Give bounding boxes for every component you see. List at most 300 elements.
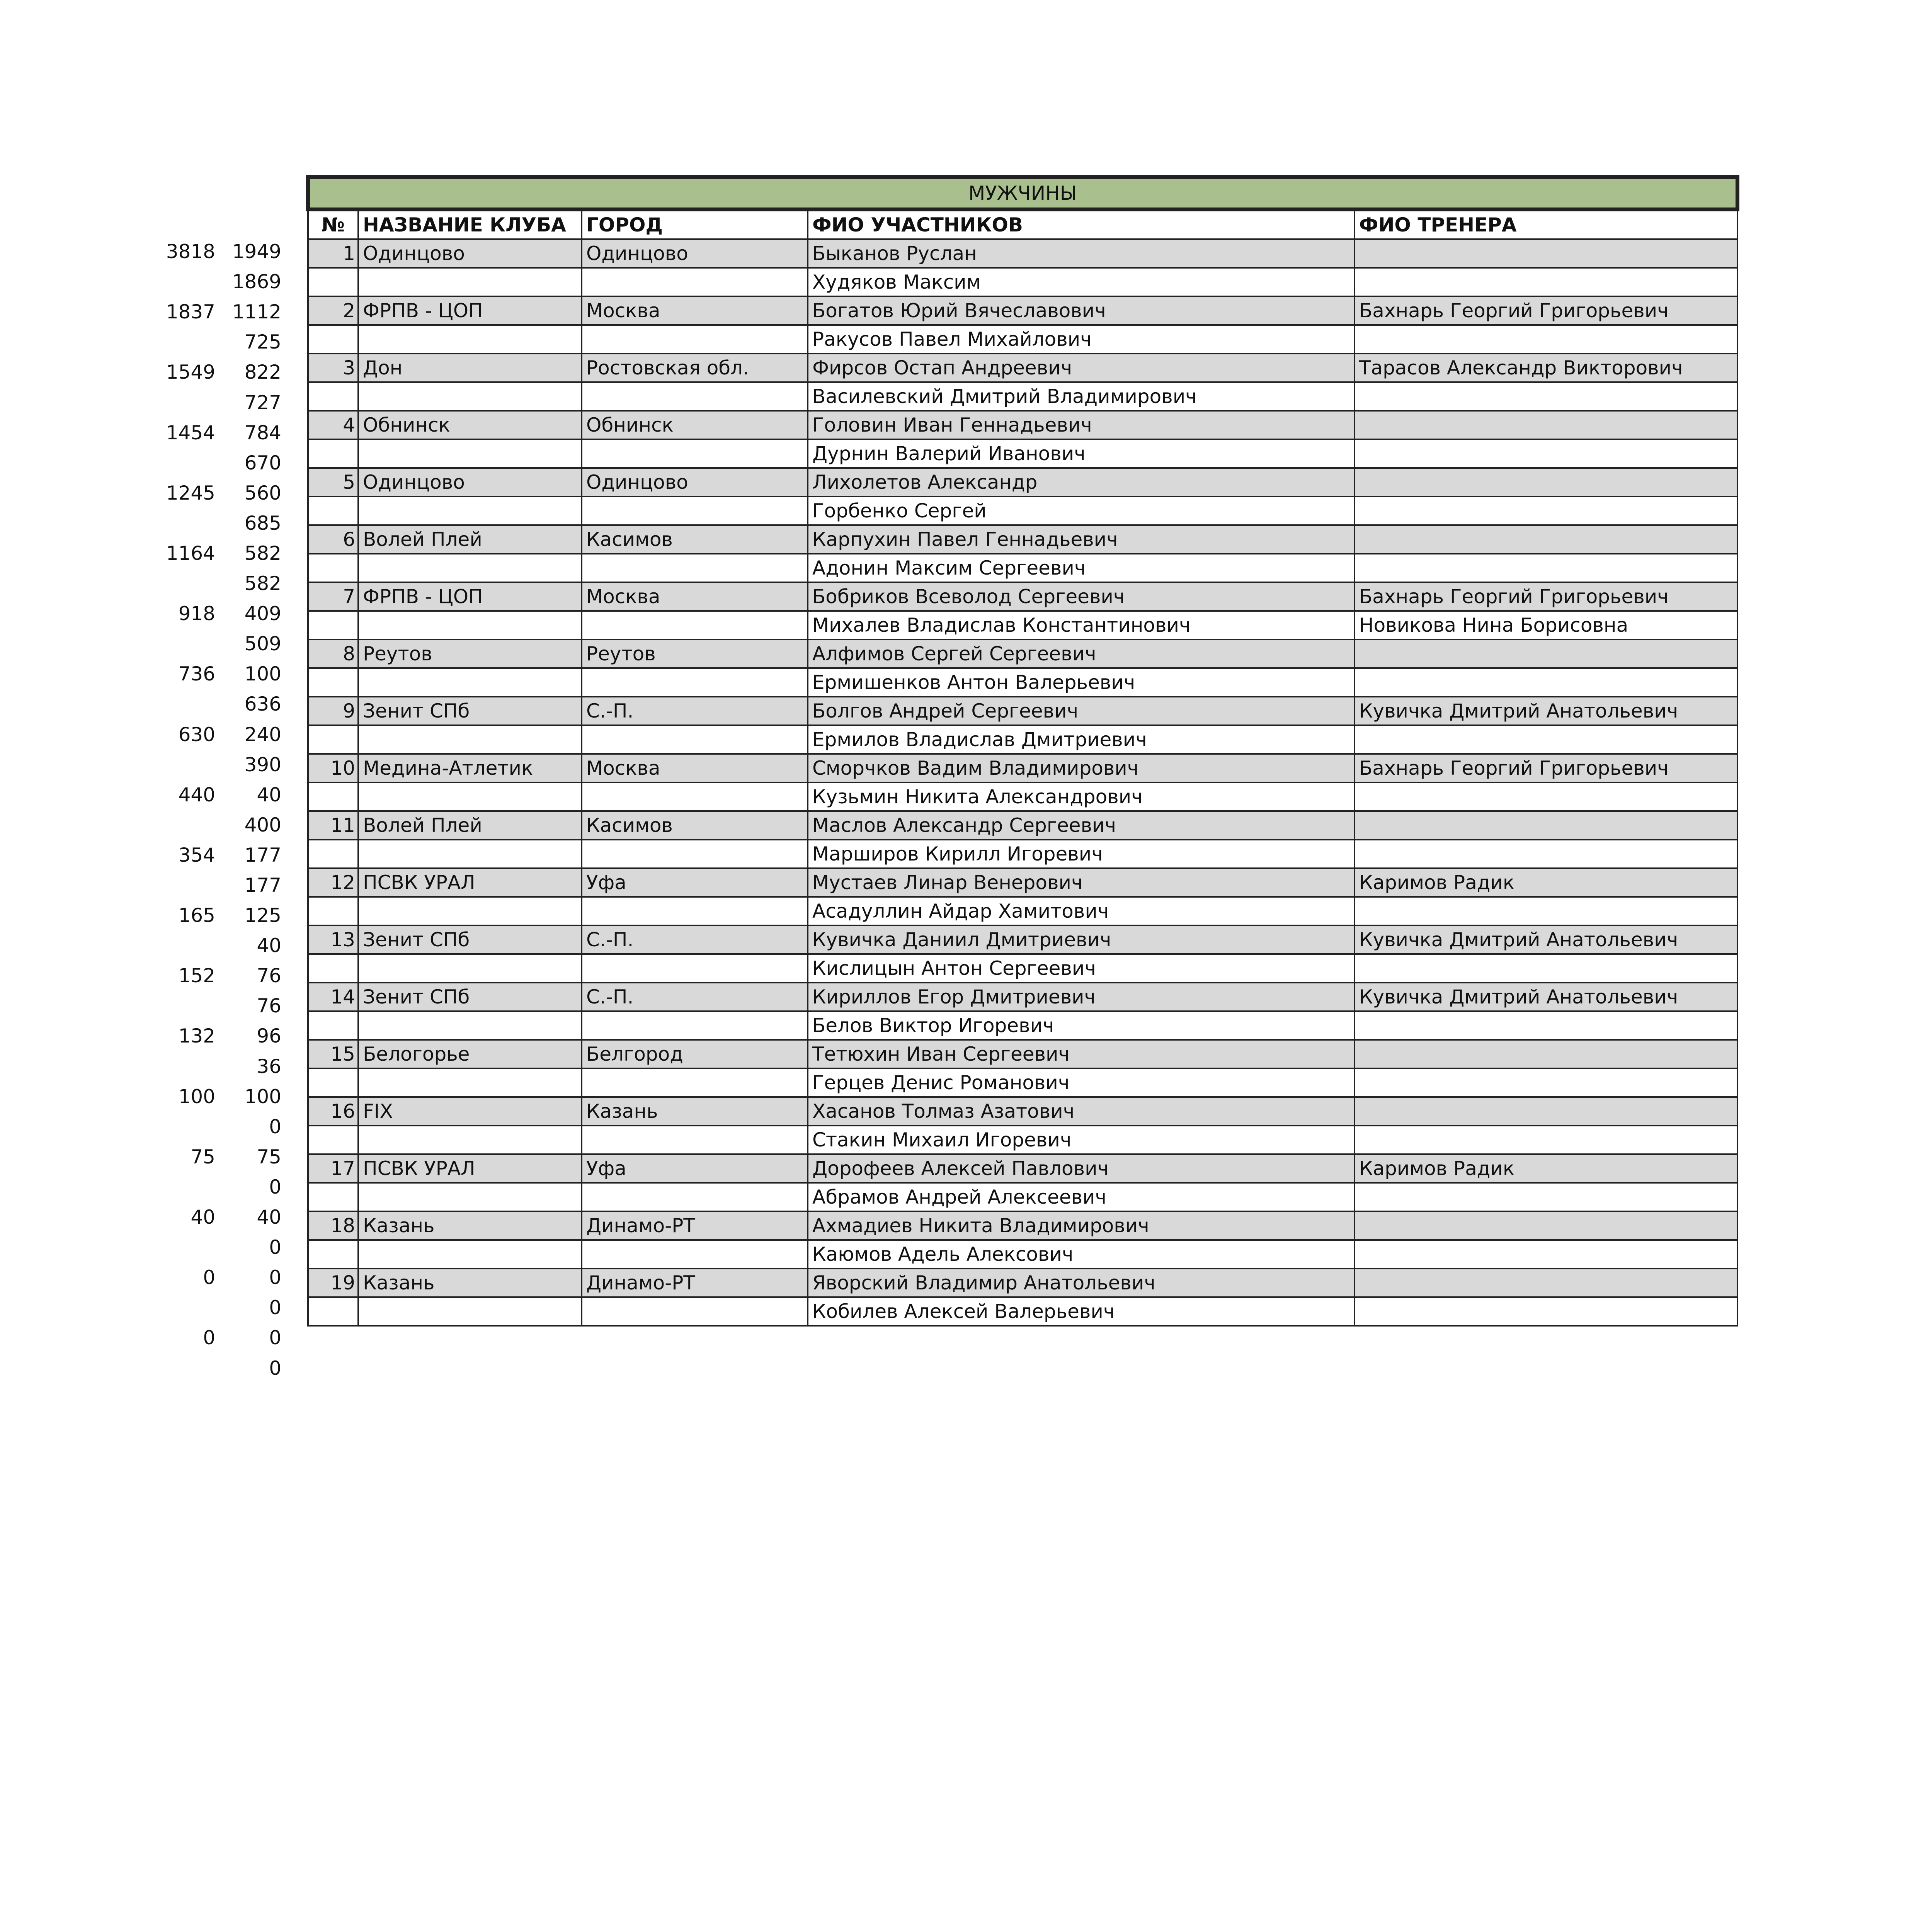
table-row (308, 868, 1737, 897)
cell-club (358, 497, 582, 525)
player-points: 390 (244, 753, 281, 776)
totals-row (147, 1021, 286, 1051)
cell-coach (1354, 725, 1737, 754)
cell-coach (1354, 668, 1737, 697)
totals-row (147, 810, 286, 840)
cell-participant: Яворский Владимир Анатольевич (808, 1269, 1354, 1297)
cell-city: Уфа (582, 1154, 808, 1183)
header-city: ГОРОД (582, 209, 808, 239)
cell-city (582, 1183, 808, 1211)
table-row (308, 1011, 1737, 1040)
totals-row (147, 961, 286, 991)
player-points: 784 (244, 421, 281, 444)
cell-num: 19 (308, 1269, 358, 1297)
team-total: 75 (191, 1145, 215, 1168)
totals-row (147, 991, 286, 1021)
cell-club: Казань (358, 1211, 582, 1240)
cell-city (582, 725, 808, 754)
player-points: 822 (244, 361, 281, 384)
cell-participant: Абрамов Андрей Алексеевич (808, 1183, 1354, 1211)
cell-city (582, 1068, 808, 1097)
cell-num (308, 1183, 358, 1211)
cell-city (582, 439, 808, 468)
cell-city (582, 497, 808, 525)
cell-num (308, 1297, 358, 1326)
table-row (308, 611, 1737, 639)
team-total: 918 (178, 602, 215, 625)
team-total: 1164 (166, 542, 215, 565)
table-row (308, 1040, 1737, 1068)
team-total: 1549 (166, 361, 215, 384)
cell-num (308, 1240, 358, 1269)
player-points: 36 (257, 1055, 281, 1078)
cell-city (582, 1240, 808, 1269)
cell-participant: Богатов Юрий Вячеславович (808, 296, 1354, 325)
totals-row (147, 508, 286, 538)
totals-row (147, 599, 286, 629)
cell-coach (1354, 439, 1737, 468)
team-total: 100 (178, 1085, 215, 1108)
cell-city (582, 1126, 808, 1154)
cell-city: С.-П. (582, 925, 808, 954)
cell-club: ПСВК УРАЛ (358, 1154, 582, 1183)
cell-city: Динамо-РТ (582, 1269, 808, 1297)
cell-club: Волей Плей (358, 811, 582, 840)
team-total: 1454 (166, 421, 215, 444)
table-row (308, 382, 1737, 411)
cell-num (308, 782, 358, 811)
table-row (308, 983, 1737, 1011)
player-points: 100 (244, 1085, 281, 1108)
totals-row (147, 719, 286, 750)
totals-row (147, 1082, 286, 1112)
cell-coach (1354, 268, 1737, 296)
cell-num (308, 840, 358, 868)
table-row (308, 525, 1737, 554)
table-row (308, 239, 1737, 268)
cell-participant: Дурнин Валерий Иванович (808, 439, 1354, 468)
table-row (308, 725, 1737, 754)
totals-row (147, 357, 286, 387)
cell-city: Обнинск (582, 411, 808, 439)
cell-num (308, 554, 358, 582)
table-row (308, 840, 1737, 868)
cell-coach (1354, 782, 1737, 811)
totals-row (147, 659, 286, 689)
totals-row (147, 1232, 286, 1262)
cell-city (582, 1297, 808, 1326)
table-row (308, 582, 1737, 611)
cell-coach (1354, 411, 1737, 439)
cell-club: Обнинск (358, 411, 582, 439)
cell-coach (1354, 639, 1737, 668)
cell-num (308, 1011, 358, 1040)
cell-city: Касимов (582, 525, 808, 554)
cell-club: Казань (358, 1269, 582, 1297)
totals-row (147, 1262, 286, 1293)
cell-num: 15 (308, 1040, 358, 1068)
cell-club (358, 554, 582, 582)
cell-club: Зенит СПб (358, 925, 582, 954)
cell-city (582, 954, 808, 983)
totals-row (147, 1323, 286, 1353)
cell-club: Зенит СПб (358, 983, 582, 1011)
cell-num (308, 954, 358, 983)
cell-num: 2 (308, 296, 358, 325)
table-row (308, 411, 1737, 439)
cell-coach: Кувичка Дмитрий Анатольевич (1354, 925, 1737, 954)
player-points: 1949 (232, 240, 281, 263)
cell-coach: Тарасов Александр Викторович (1354, 354, 1737, 382)
cell-coach (1354, 840, 1737, 868)
cell-num: 1 (308, 239, 358, 268)
cell-city: Казань (582, 1097, 808, 1126)
header-num: № (308, 209, 358, 239)
player-points: 670 (244, 451, 281, 474)
cell-coach: Бахнарь Георгий Григорьевич (1354, 754, 1737, 782)
cell-num (308, 439, 358, 468)
cell-club: Реутов (358, 639, 582, 668)
cell-num (308, 611, 358, 639)
cell-coach (1354, 382, 1737, 411)
player-points: 40 (257, 783, 281, 806)
table-row (308, 1154, 1737, 1183)
cell-num (308, 897, 358, 925)
table-row (308, 1068, 1737, 1097)
cell-city: Динамо-РТ (582, 1211, 808, 1240)
player-points: 400 (244, 813, 281, 836)
cell-participant: Болгов Андрей Сергеевич (808, 697, 1354, 725)
cell-num: 17 (308, 1154, 358, 1183)
cell-num (308, 382, 358, 411)
cell-club (358, 725, 582, 754)
cell-club (358, 1011, 582, 1040)
totals-row (147, 1112, 286, 1142)
cell-num: 9 (308, 697, 358, 725)
cell-city: С.-П. (582, 983, 808, 1011)
cell-club (358, 611, 582, 639)
player-points: 100 (244, 663, 281, 685)
player-points: 0 (269, 1357, 281, 1379)
cell-club: Медина-Атлетик (358, 754, 582, 782)
cell-participant: Фирсов Остап Андреевич (808, 354, 1354, 382)
cell-coach (1354, 1097, 1737, 1126)
table-row (308, 954, 1737, 983)
table-row (308, 1211, 1737, 1240)
cell-participant: Ермишенков Антон Валерьевич (808, 668, 1354, 697)
cell-participant: Марширов Кирилл Игоревич (808, 840, 1354, 868)
table-row (308, 554, 1737, 582)
cell-club: Одинцово (358, 468, 582, 497)
totals-row (147, 327, 286, 357)
cell-num (308, 1068, 358, 1097)
cell-num: 7 (308, 582, 358, 611)
cell-city (582, 897, 808, 925)
cell-coach (1354, 1269, 1737, 1297)
cell-num (308, 268, 358, 296)
cell-coach (1354, 954, 1737, 983)
player-points: 409 (244, 602, 281, 625)
cell-participant: Кислицын Антон Сергеевич (808, 954, 1354, 983)
team-total: 0 (203, 1266, 215, 1289)
table-row (308, 639, 1737, 668)
cell-city (582, 840, 808, 868)
table-row (308, 354, 1737, 382)
cell-num: 12 (308, 868, 358, 897)
cell-city: Ростовская обл. (582, 354, 808, 382)
table-row (308, 1183, 1737, 1211)
player-points: 0 (269, 1115, 281, 1138)
totals-row (147, 1353, 286, 1383)
cell-coach (1354, 811, 1737, 840)
cell-num: 3 (308, 354, 358, 382)
player-points: 75 (257, 1145, 281, 1168)
cell-participant: Мустаев Линар Венерович (808, 868, 1354, 897)
table-row (308, 1297, 1737, 1326)
cell-coach (1354, 1183, 1737, 1211)
player-points: 636 (244, 693, 281, 716)
header-participants: ФИО УЧАСТНИКОВ (808, 209, 1354, 239)
totals-row (147, 418, 286, 448)
totals-row (147, 267, 286, 297)
cell-num: 5 (308, 468, 358, 497)
player-points: 76 (257, 995, 281, 1017)
player-points: 76 (257, 964, 281, 987)
cell-club: Одинцово (358, 239, 582, 268)
cell-city (582, 268, 808, 296)
table-row (308, 497, 1737, 525)
cell-city: Реутов (582, 639, 808, 668)
totals-column (147, 236, 286, 1383)
cell-participant: Маслов Александр Сергеевич (808, 811, 1354, 840)
cell-club (358, 1068, 582, 1097)
table-row (308, 1269, 1737, 1297)
cell-club: FIX (358, 1097, 582, 1126)
cell-club: ПСВК УРАЛ (358, 868, 582, 897)
cell-coach (1354, 1240, 1737, 1269)
totals-row (147, 870, 286, 900)
cell-coach (1354, 1068, 1737, 1097)
player-points: 725 (244, 331, 281, 354)
cell-coach (1354, 239, 1737, 268)
totals-row (147, 538, 286, 568)
totals-row (147, 1172, 286, 1202)
team-total: 440 (178, 783, 215, 806)
cell-participant: Ахмадиев Никита Владимирович (808, 1211, 1354, 1240)
cell-participant: Стакин Михаил Игоревич (808, 1126, 1354, 1154)
totals-row (147, 478, 286, 508)
table-row (308, 897, 1737, 925)
player-points: 0 (269, 1236, 281, 1259)
table-row (308, 811, 1737, 840)
table-row (308, 925, 1737, 954)
cell-club (358, 325, 582, 354)
cell-city: Одинцово (582, 239, 808, 268)
totals-row (147, 840, 286, 870)
team-total: 1245 (166, 481, 215, 504)
table-row (308, 697, 1737, 725)
table-row (308, 468, 1737, 497)
table-row (308, 1126, 1737, 1154)
cell-city: С.-П. (582, 697, 808, 725)
cell-club (358, 897, 582, 925)
table-title: МУЖЧИНЫ (308, 177, 1737, 209)
cell-coach (1354, 1297, 1737, 1326)
totals-row (147, 1142, 286, 1172)
player-points: 177 (244, 844, 281, 866)
totals-row (147, 750, 286, 780)
team-total: 40 (191, 1206, 215, 1229)
cell-city: Москва (582, 296, 808, 325)
player-points: 240 (244, 723, 281, 746)
player-points: 0 (269, 1266, 281, 1289)
cell-club: Дон (358, 354, 582, 382)
cell-participant: Дорофеев Алексей Павлович (808, 1154, 1354, 1183)
cell-participant: Ракусов Павел Михайлович (808, 325, 1354, 354)
cell-coach (1354, 1126, 1737, 1154)
player-points: 685 (244, 512, 281, 534)
cell-coach: Кувичка Дмитрий Анатольевич (1354, 983, 1737, 1011)
player-points: 509 (244, 633, 281, 655)
cell-participant: Кузьмин Никита Александрович (808, 782, 1354, 811)
cell-coach (1354, 497, 1737, 525)
table-title-row (308, 177, 1737, 209)
cell-coach (1354, 897, 1737, 925)
table-row (308, 1097, 1737, 1126)
table-row (308, 782, 1737, 811)
table-row (308, 296, 1737, 325)
table-row (308, 668, 1737, 697)
cell-coach: Кувичка Дмитрий Анатольевич (1354, 697, 1737, 725)
cell-participant: Худяков Максим (808, 268, 1354, 296)
player-points: 1112 (232, 301, 281, 323)
totals-row (147, 568, 286, 599)
cell-city (582, 611, 808, 639)
cell-coach: Каримов Радик (1354, 868, 1737, 897)
cell-club (358, 1240, 582, 1269)
cell-num: 6 (308, 525, 358, 554)
cell-coach (1354, 1040, 1737, 1068)
cell-participant: Сморчков Вадим Владимирович (808, 754, 1354, 782)
totals-row (147, 1202, 286, 1232)
cell-city (582, 554, 808, 582)
header-club: НАЗВАНИЕ КЛУБА (358, 209, 582, 239)
cell-city (582, 325, 808, 354)
totals-row (147, 629, 286, 659)
cell-participant: Бобриков Всеволод Сергеевич (808, 582, 1354, 611)
totals-row (147, 930, 286, 961)
cell-participant: Алфимов Сергей Сергеевич (808, 639, 1354, 668)
table-row (308, 325, 1737, 354)
team-total: 354 (178, 844, 215, 866)
cell-coach (1354, 1011, 1737, 1040)
team-total: 165 (178, 904, 215, 927)
cell-club: ФРПВ - ЦОП (358, 296, 582, 325)
table-row (308, 754, 1737, 782)
cell-coach (1354, 554, 1737, 582)
cell-num: 16 (308, 1097, 358, 1126)
cell-coach (1354, 525, 1737, 554)
cell-participant: Василевский Дмитрий Владимирович (808, 382, 1354, 411)
cell-num (308, 668, 358, 697)
totals-row (147, 387, 286, 417)
cell-coach: Бахнарь Георгий Григорьевич (1354, 296, 1737, 325)
cell-participant: Адонин Максим Сергеевич (808, 554, 1354, 582)
cell-participant: Кобилев Алексей Валерьевич (808, 1297, 1354, 1326)
player-points: 560 (244, 481, 281, 504)
totals-row (147, 900, 286, 930)
cell-num: 18 (308, 1211, 358, 1240)
cell-club (358, 1297, 582, 1326)
cell-city: Касимов (582, 811, 808, 840)
cell-num (308, 497, 358, 525)
cell-participant: Лихолетов Александр (808, 468, 1354, 497)
table-row (308, 1240, 1737, 1269)
player-points: 177 (244, 874, 281, 897)
team-total: 630 (178, 723, 215, 746)
cell-city (582, 668, 808, 697)
cell-club: Белогорье (358, 1040, 582, 1068)
team-total: 736 (178, 663, 215, 685)
cell-club (358, 1183, 582, 1211)
cell-participant: Герцев Денис Романович (808, 1068, 1354, 1097)
cell-num (308, 725, 358, 754)
cell-coach (1354, 468, 1737, 497)
cell-coach: Каримов Радик (1354, 1154, 1737, 1183)
cell-coach: Бахнарь Георгий Григорьевич (1354, 582, 1737, 611)
cell-club (358, 382, 582, 411)
player-points: 582 (244, 572, 281, 595)
team-total: 1837 (166, 301, 215, 323)
cell-club (358, 782, 582, 811)
totals-row (147, 689, 286, 719)
cell-club (358, 439, 582, 468)
player-points: 1869 (232, 270, 281, 293)
team-total: 3818 (166, 240, 215, 263)
cell-club (358, 268, 582, 296)
cell-city: Москва (582, 582, 808, 611)
totals-row (147, 780, 286, 810)
table-row (308, 268, 1737, 296)
player-points: 0 (269, 1296, 281, 1319)
cell-city (582, 382, 808, 411)
cell-num (308, 325, 358, 354)
cell-city: Уфа (582, 868, 808, 897)
cell-num (308, 1126, 358, 1154)
cell-participant: Быканов Руслан (808, 239, 1354, 268)
cell-club: Волей Плей (358, 525, 582, 554)
cell-num: 13 (308, 925, 358, 954)
cell-participant: Каюмов Адель Алексович (808, 1240, 1354, 1269)
cell-participant: Тетюхин Иван Сергеевич (808, 1040, 1354, 1068)
cell-participant: Хасанов Толмаз Азатович (808, 1097, 1354, 1126)
cell-city (582, 782, 808, 811)
player-points: 40 (257, 934, 281, 957)
cell-participant: Михалев Владислав Константинович (808, 611, 1354, 639)
cell-num: 14 (308, 983, 358, 1011)
player-points: 727 (244, 391, 281, 414)
team-total: 132 (178, 1025, 215, 1048)
totals-row (147, 448, 286, 478)
player-points: 0 (269, 1327, 281, 1349)
cell-participant: Горбенко Сергей (808, 497, 1354, 525)
cell-coach (1354, 1211, 1737, 1240)
totals-row (147, 297, 286, 327)
cell-participant: Кириллов Егор Дмитриевич (808, 983, 1354, 1011)
cell-coach (1354, 325, 1737, 354)
table-row (308, 439, 1737, 468)
cell-num: 10 (308, 754, 358, 782)
